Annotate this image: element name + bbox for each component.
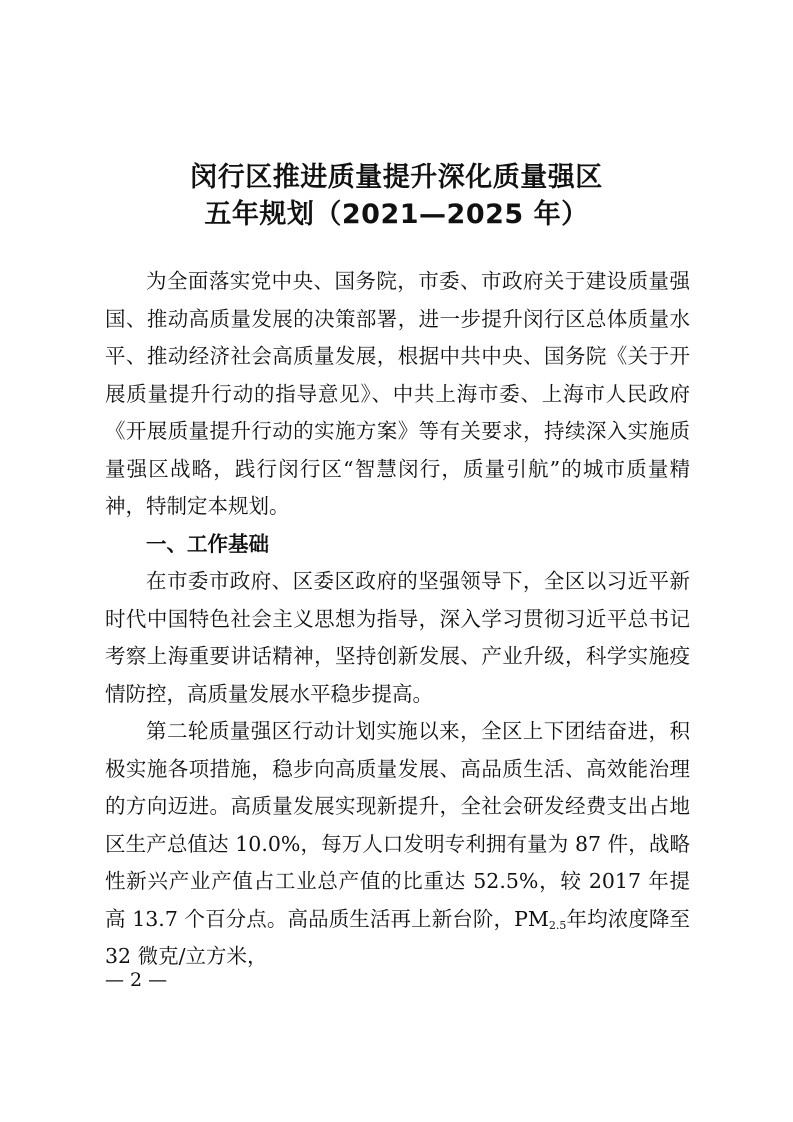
page-number: — 2 — [105,969,168,991]
document-body [105,263,690,976]
section-1-paragraph-1: 在市委市政府、区委区政府的坚强领导下，全区以习近平新时代中国特色社会主义思想为指导，深入学习贯彻习近平总书记考察上海重要讲话精神，坚持创新发展、产业升级，科学实施疫情防控，高质量发展水平稳步提高。 [105,569,690,706]
document-title-line-1: 闵行区推进质量提升深化质量强区 [190,162,603,193]
section-1-paragraph-2-text-b: 年均浓度降至 32 微克/立方米， [105,906,690,968]
document-title-line-2: 五年规划（2021—2025 年） [204,199,589,230]
section-1-paragraph-2 [105,713,690,976]
section-1-paragraph-2-text-a: 第二轮质量强区行动计划实施以来，全区上下团结奋进，积极实施各项措施，稳步向高质量发展、高品质生活、高效能治理的方向迈进。高质量发展实现新提升，全社会研发经费支出占地区生产总值达 10.0%，每万人口发明专利拥有量为 87 件，战略性新兴产业产值占工业总产值的比重达 52.5%，较 2017 年提高 13.7 个百分点。高品质生活再上新台阶，PM [105,719,690,931]
pm-subscript: 2.5 [548,918,567,932]
section-heading-work-foundation: 一、工作基础 [146,531,269,556]
intro-paragraph: 为全面落实党中央、国务院，市委、市政府关于建设质量强国、推动高质量发展的决策部署，进一步提升闵行区总体质量水平、推动经济社会高质量发展，根据中共中央、国务院《关于开展质量提升行动的指导意见》、中共上海市委、上海市人民政府《开展质量提升行动的实施方案》等有关要求，持续深入实施质量强区战略，践行闵行区“智慧闵行，质量引航”的城市质量精神，特制定本规划。 [105,269,690,518]
